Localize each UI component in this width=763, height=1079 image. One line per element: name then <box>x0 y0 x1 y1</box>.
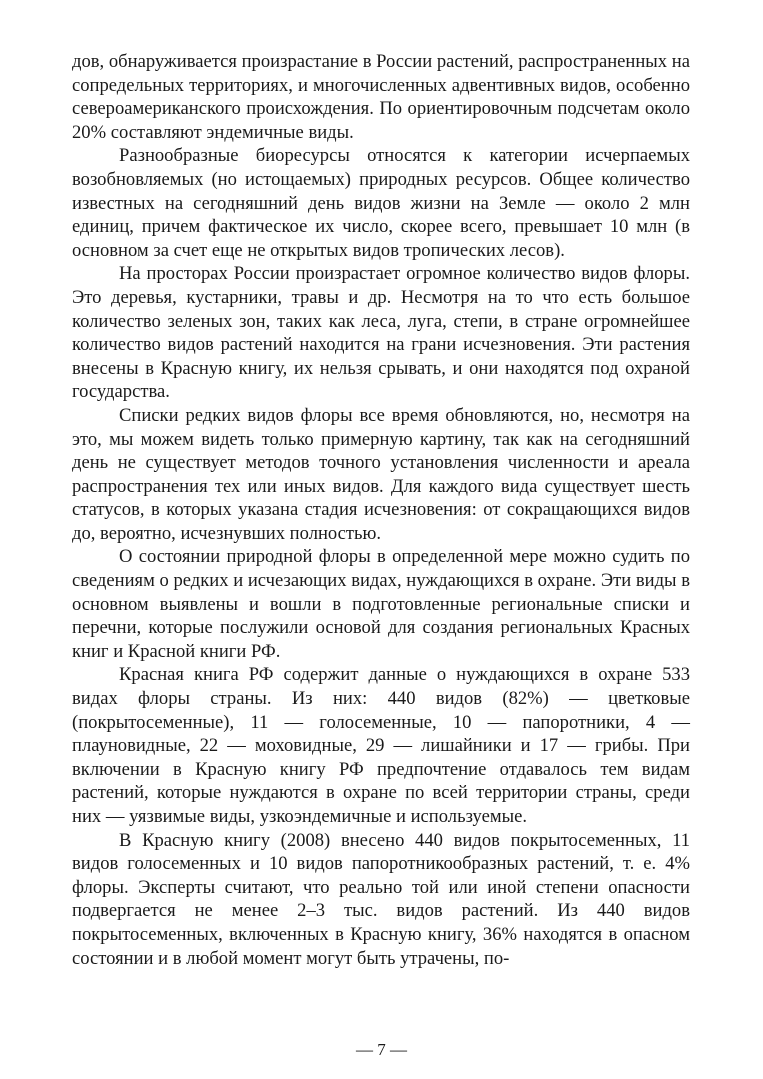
paragraph-bioresources: Разнообразные биоресурсы относятся к категории исчерпаемых возобновляемых (но истощаемых) природных ресурсов. Общее количество известных на сегодняшний день видов жизни на Земле — около 2 млн единиц, причем фактическое их число, скорее всего, превышает 10 млн (в основном за счет еще не открытых видов тропических лесов). <box>72 145 690 261</box>
paragraph-rare-species-lists: Списки редких видов флоры все время обновляются, но, несмотря на это, мы можем видеть только примерную картину, так как на сегодняшний день не существует методов точного установления численности и ареала распространения тех или иных видов. Для каждого вида существует шесть статусов, в которых указана стадия исчезновения: от сокращающихся видов до, вероятно, исчезнувших полностью. <box>72 404 690 544</box>
document-body <box>72 50 690 970</box>
paragraph-flora-russia: На просторах России произрастает огромное количество видов флоры. Это деревья, кустарники, травы и др. Несмотря на то что есть большое количество зеленых зон, таких как леса, луга, степи, в стране огромнейшее количество видов растений находится на грани исчезновения. Эти растения внесены в Красную книгу, их нельзя срывать, и они находятся под охраной государства. <box>72 263 690 403</box>
page-number: — 7 — <box>356 1040 407 1059</box>
paragraph-flora-state: О состоянии природной флоры в определенной мере можно судить по сведениям о редких и исчезающих видах, нуждающихся в охране. Эти виды в основном выявлены и вошли в подготовленные региональные списки и перечни, которые послужили основой для создания региональных Красных книг и Красной книги РФ. <box>72 546 690 662</box>
paragraph-red-book-2008: В Красную книгу (2008) внесено 440 видов покрытосеменных, 11 видов голосеменных и 10 видов папоротникообразных растений, т. е. 4% флоры. Эксперты считают, что реально той или иной степени опасности подвергается не менее 2–3 тыс. видов растений. Из 440 видов покрытосеменных, включенных в Красную книгу, 36% находятся в опасном состоянии и в любой момент могут быть утрачены, по- <box>72 829 690 969</box>
paragraph-continuation: дов, обнаруживается произрастание в России растений, распространенных на сопредельных территориях, и многочисленных адвентивных видов, особенно североамериканского происхождения. По ориентировочным подсчетам около 20% составляют эндемичные виды. <box>72 51 690 143</box>
paragraph-red-book-data: Красная книга РФ содержит данные о нуждающихся в охране 533 видах флоры страны. Из них: 440 видов (82%) — цветковые (покрытосеменные), 11 — голосеменные, 10 — папоротники, 4 — плауновидные, 22 — моховидные, 29 — лишайники и 17 — грибы. При включении в Красную книгу РФ предпочтение отдавалось тем видам растений, которые нуждаются в охране по всей территории страны, среди них — уязвимые виды, узкоэндемичные и используемые. <box>72 664 690 827</box>
